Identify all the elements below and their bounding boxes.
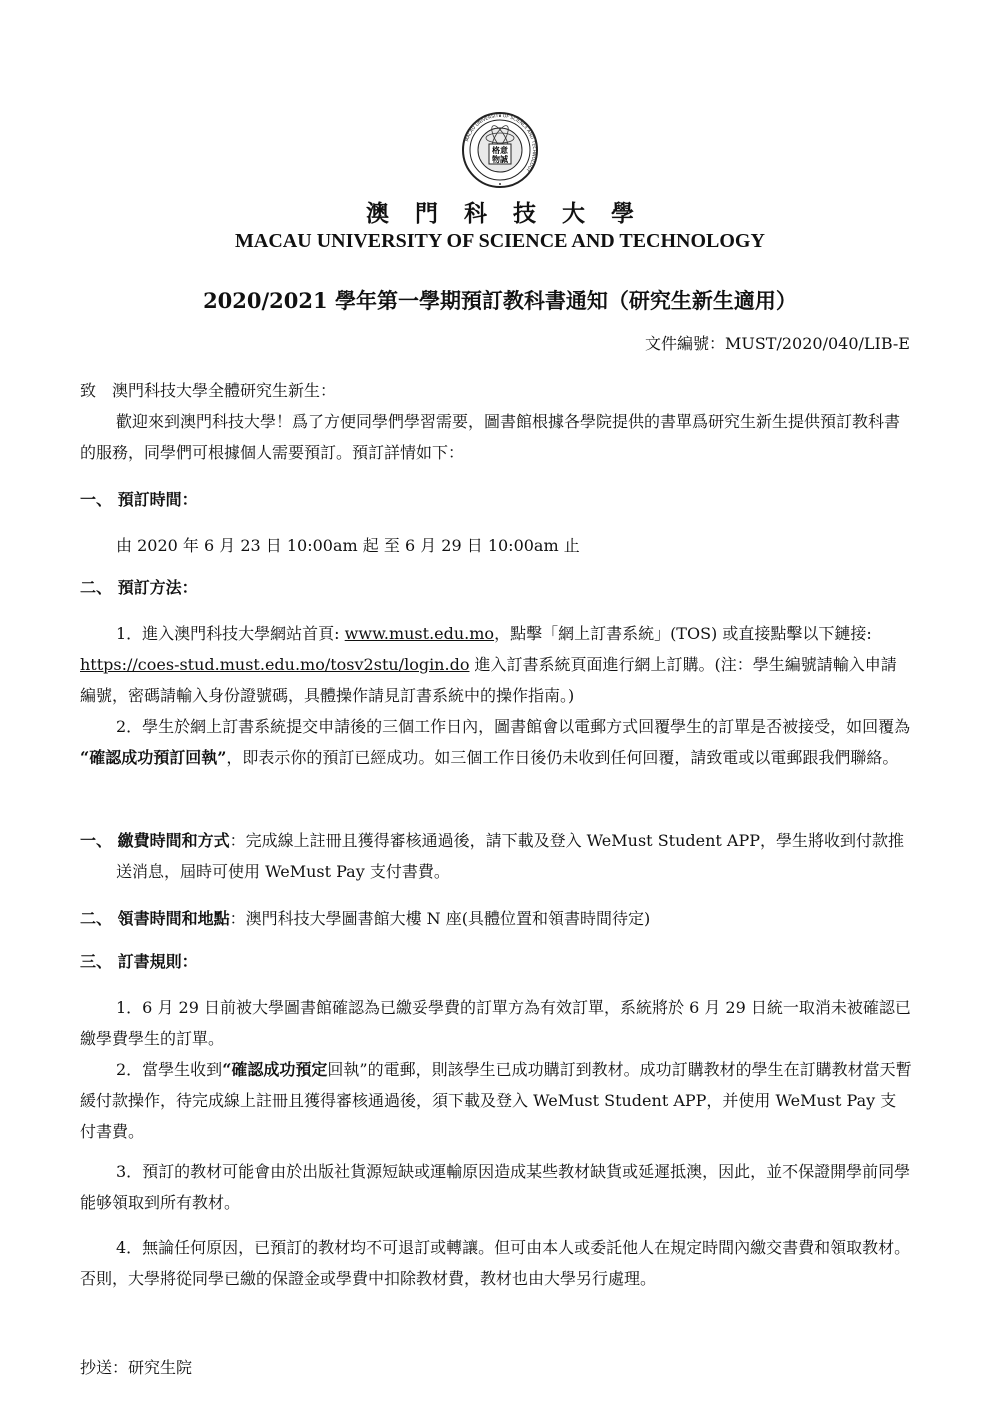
university-name-english: MACAU UNIVERSITY OF SCIENCE AND TECHNOLOGY bbox=[235, 230, 765, 252]
rules-item-2 bbox=[80, 1054, 912, 1147]
cc-line: 抄送：研究生院 bbox=[80, 1358, 193, 1377]
section-payment-text: ：完成線上註冊且獲得審核通過後，請下載及登入 WeMust Student APP，學生將收到付款推送消息，屆時可使用 WeMust Pay 支付書費。 bbox=[116, 831, 905, 881]
booking-time-text: 由 2020 年 6 月 23 日 10:00am 起 至 6 月 29 日 10:00am 止 bbox=[116, 536, 580, 555]
section-collection bbox=[80, 903, 912, 934]
section-booking-time-heading: 一、 預訂時間： bbox=[80, 490, 198, 509]
section-collection-heading: 二、 領書時間和地點 bbox=[80, 909, 230, 928]
confirmation-receipt-label: “確認成功預訂回執” bbox=[80, 748, 227, 767]
rules-item-2-text-a: 2．當學生收到 bbox=[116, 1060, 223, 1079]
section-rules-heading: 三、 訂書規則： bbox=[80, 952, 198, 971]
university-seal-logo bbox=[445, 110, 555, 190]
document-title: 2020/2021 學年第一學期預訂教科書通知（研究生新生適用） bbox=[203, 288, 797, 313]
rules-confirmation-label: “確認成功預定 bbox=[222, 1060, 328, 1079]
rules-item-2-text-b: 回執”的電郵，則該學生已成功購訂到教材。成功訂購教材的學生在訂購教材當天暫緩付款操作，待完成線上註冊且獲得審核通過後，須下載及登入 WeMust Student APP，并使用 WeMust Pay 支付書費。 bbox=[80, 1060, 912, 1141]
svg-text:MACAU UNIVERSITY OF SCIENCE AN: MACAU UNIVERSITY OF SCIENCE AND TECHNOLOGY bbox=[465, 113, 537, 173]
section-payment-heading: 一、 繳費時間和方式 bbox=[80, 831, 230, 850]
section-collection-text: ：澳門科技大學圖書館大樓 N 座(具體位置和領書時間待定) bbox=[229, 909, 651, 928]
section-payment bbox=[80, 825, 912, 887]
booking-method-item-2 bbox=[80, 711, 912, 773]
must-website-link[interactable]: www.must.edu.mo bbox=[344, 624, 495, 643]
document-number: 文件編號：MUST/2020/040/LIB-E bbox=[644, 334, 910, 353]
section-booking-method-heading: 二、 預訂方法： bbox=[80, 578, 198, 597]
university-name-chinese: 澳門科技大學 bbox=[366, 200, 660, 227]
svg-text:格意: 格意 bbox=[492, 146, 508, 155]
tos-login-link[interactable]: https://coes-stud.must.edu.mo/tosv2stu/login.do bbox=[80, 655, 470, 674]
salutation: 致 澳門科技大學全體研究生新生： bbox=[80, 381, 337, 400]
rules-item-1: 1．6 月 29 日前被大學圖書館確認為已繳妥學費的訂單方為有效訂單，系統將於 6 月 29 日統一取消未被確認已繳學費學生的訂單。 bbox=[80, 998, 911, 1048]
intro-paragraph: 歡迎來到澳門科技大學！爲了方便同學們學習需要，圖書館根據各學院提供的書單爲研究生新生提供預訂教科書的服務，同學們可根據個人需要預訂。預訂詳情如下： bbox=[80, 412, 901, 462]
item-2-text-b: ，即表示你的預訂已經成功。如三個工作日後仍未收到任何回覆，請致電或以電郵跟我們聯絡。 bbox=[226, 748, 899, 767]
rules-item-4: 4．無論任何原因，已預訂的教材均不可退訂或轉讓。但可由本人或委託他人在規定時間內繳交書費和領取教材。否則，大學將從同學已繳的保證金或學費中扣除教材費，教材也由大學另行處理。 bbox=[80, 1238, 911, 1288]
item-1-text-b: ，點擊「網上訂書系統」(TOS) 或直接點擊以下鏈接: bbox=[494, 624, 872, 643]
item-1-text-a: 1．進入澳門科技大學網站首頁: bbox=[116, 624, 345, 643]
booking-method-item-1 bbox=[80, 618, 912, 711]
item-2-text-a: 2．學生於網上訂書系統提交申請後的三個工作日內，圖書館會以電郵方式回覆學生的訂單是否被接受，如回覆為 bbox=[116, 717, 911, 736]
rules-item-3: 3．預訂的教材可能會由於出版社貨源短缺或運輸原因造成某些教材缺貨或延遲抵澳，因此，並不保證開學前同學能够領取到所有教材。 bbox=[80, 1162, 911, 1212]
svg-text:物誠: 物誠 bbox=[492, 155, 508, 164]
item-1-text-c: 進入訂書系統頁面進行網上訂購。(注：學生編號請輸入申請編號，密碼請輸入身份證號碼，具體操作請見訂書系統中的操作指南。) bbox=[80, 655, 897, 705]
